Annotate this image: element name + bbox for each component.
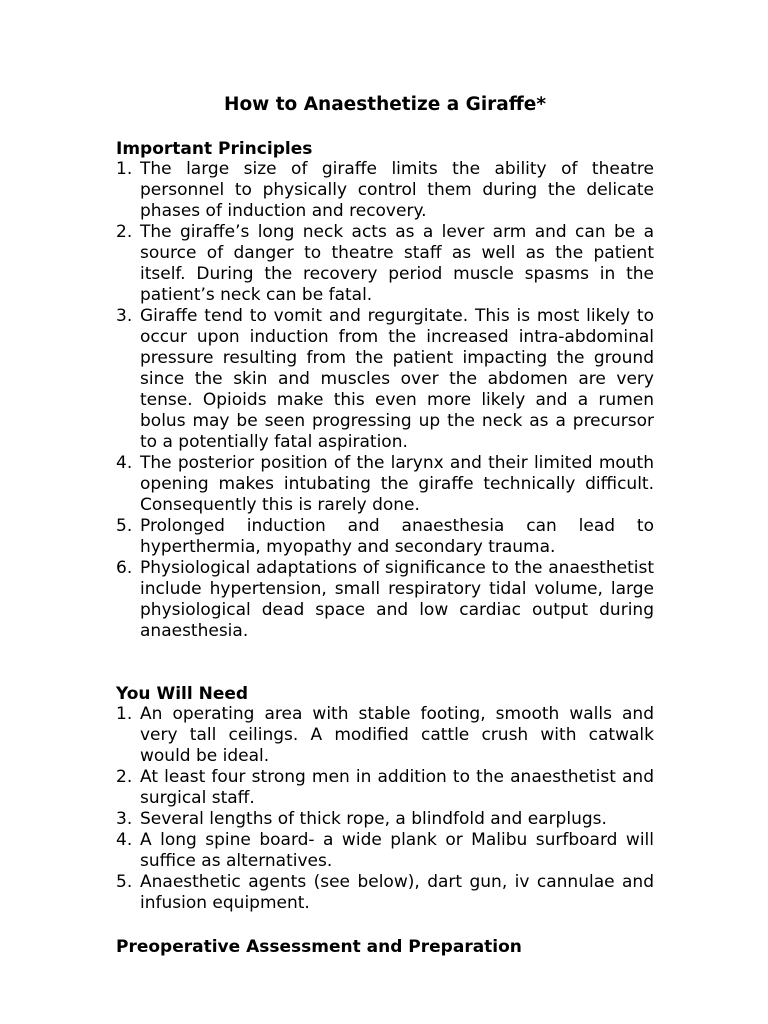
section-heading-preoperative-assessment: Preoperative Assessment and Preparation (116, 937, 522, 957)
list-you-will-need (116, 704, 654, 914)
item-number: 1. (116, 159, 133, 179)
section-heading-you-will-need: You Will Need (116, 684, 249, 704)
item-number: 6. (116, 558, 133, 578)
document-title: How to Anaesthetize a Giraffe* (223, 94, 546, 115)
item-text: Physiological adaptations of significance to the anaesthetist include hypertension, small respiratory tidal volume, large physiological dead space and low cardiac output during anaesthesia. (140, 558, 654, 641)
item-text: Prolonged induction and anaesthesia can lead to hyperthermia, myopathy and secondary trauma. (140, 516, 654, 557)
list-item (116, 872, 654, 914)
item-text: The large size of giraffe limits the ability of theatre personnel to physically control them during the delicate phases of induction and recovery. (140, 159, 654, 221)
item-text: Anaesthetic agents (see below), dart gun, iv cannulae and infusion equipment. (140, 872, 654, 913)
item-text: Giraffe tend to vomit and regurgitate. This is most likely to occur upon induction from the increased intra-abdominal pressure resulting from the patient impacting the ground since the skin and muscles over the abdomen are very tense. Opioids make this even more likely and a rumen bolus may be seen progressing up the neck as a precursor to a potentially fatal aspiration. (140, 306, 654, 452)
list-item (116, 159, 654, 222)
item-text: The giraffe’s long neck acts as a lever arm and can be a source of danger to theatre staff as well as the patient itself. During the recovery period muscle spasms in the patient’s neck can be fatal. (140, 222, 654, 305)
item-number: 4. (116, 830, 133, 850)
item-number: 3. (116, 306, 133, 326)
list-important-principles (116, 159, 654, 642)
item-text: At least four strong men in addition to the anaesthetist and surgical staff. (140, 767, 654, 808)
list-item (116, 453, 654, 516)
item-number: 2. (116, 767, 133, 787)
item-number: 5. (116, 872, 133, 892)
list-item (116, 306, 654, 453)
item-text: Several lengths of thick rope, a blindfold and earplugs. (140, 809, 607, 829)
list-item (116, 516, 654, 558)
item-number: 1. (116, 704, 133, 724)
item-text: A long spine board- a wide plank or Malibu surfboard will suffice as alternatives. (140, 830, 654, 871)
item-number: 5. (116, 516, 133, 536)
list-item (116, 558, 654, 642)
list-item (116, 704, 654, 767)
list-item (116, 809, 654, 830)
item-number: 3. (116, 809, 133, 829)
item-number: 4. (116, 453, 133, 473)
item-text: An operating area with stable footing, smooth walls and very tall ceilings. A modified cattle crush with catwalk would be ideal. (140, 704, 654, 766)
list-item (116, 830, 654, 872)
list-item (116, 767, 654, 809)
item-number: 2. (116, 222, 133, 242)
list-item (116, 222, 654, 306)
item-text: The posterior position of the larynx and their limited mouth opening makes intubating the giraffe technically difficult. Consequently this is rarely done. (140, 453, 654, 515)
section-heading-important-principles: Important Principles (116, 139, 313, 159)
